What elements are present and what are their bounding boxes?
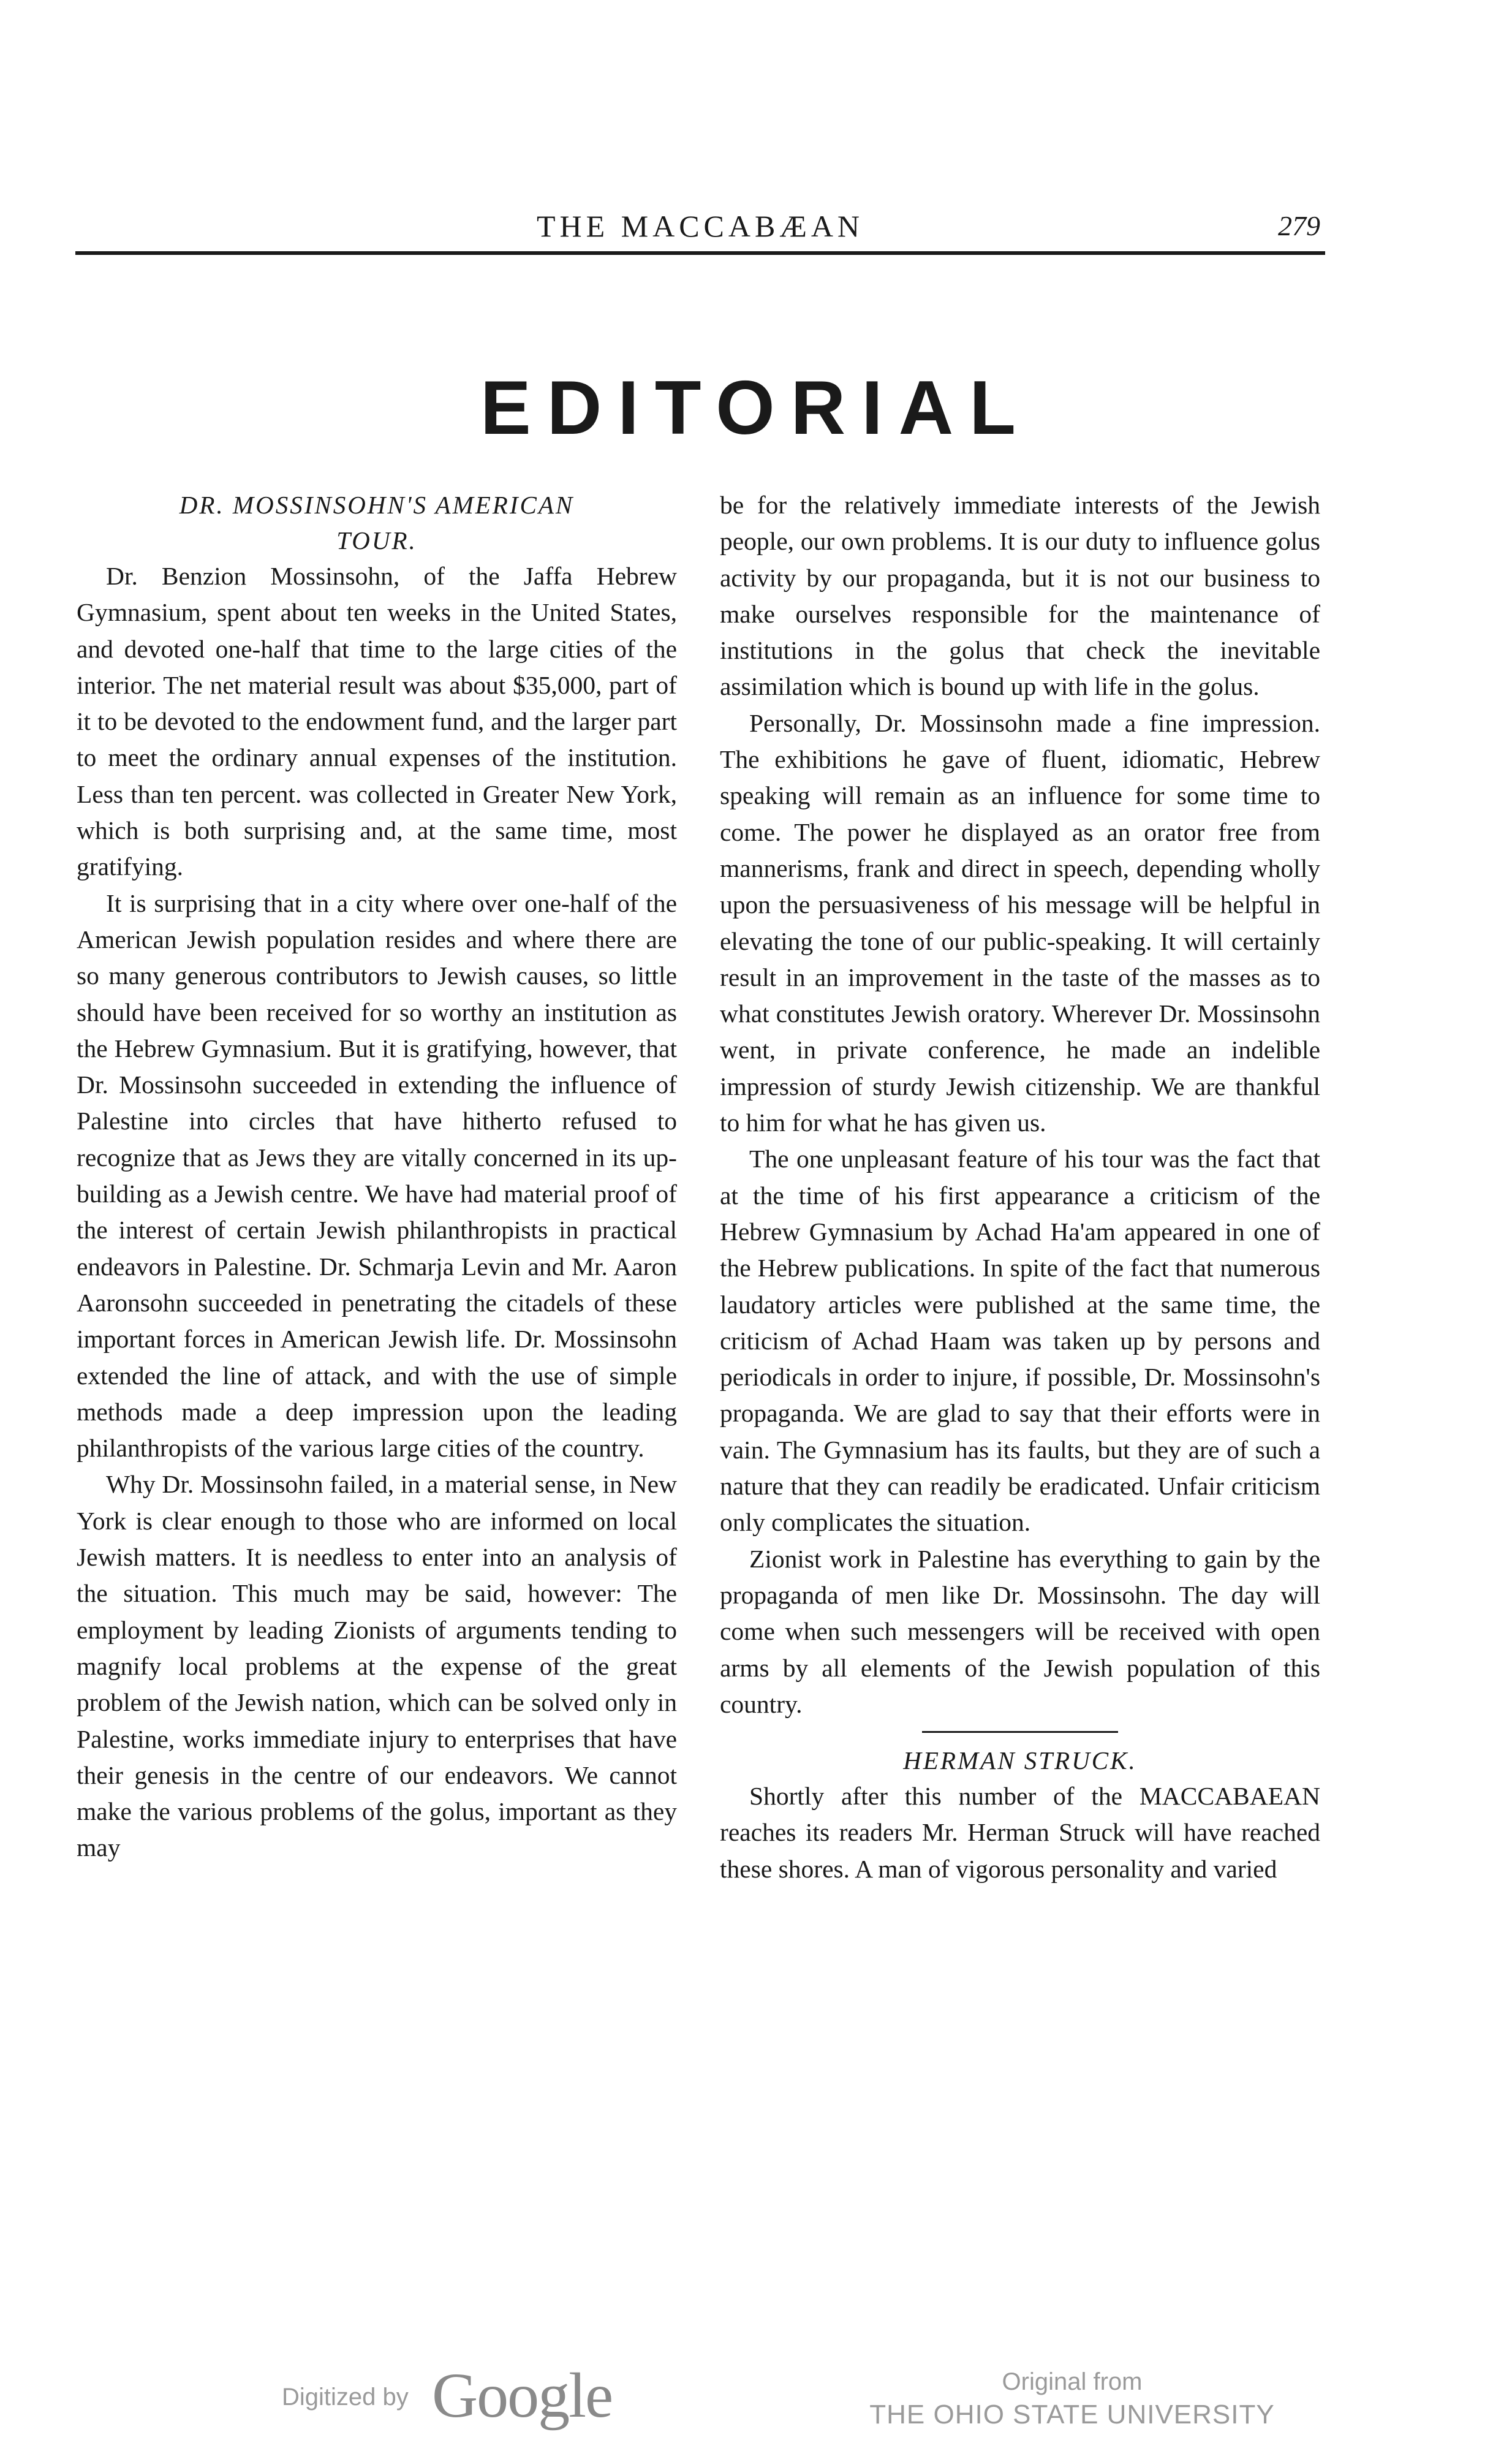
source-attribution (858, 2365, 1287, 2431)
section-title-line-2: TOUR. (336, 526, 417, 555)
section-title-line-1: DR. MOSSINSOHN'S AMERICAN (179, 491, 575, 519)
paragraph: It is surprising that in a city where over one-half of the American Jewish population resides and where there are so many generous contributors to Jewish causes, so little should have been received for so worthy an institution as the Hebrew Gymnasium. But it is gratifying, however, that Dr. Mossinsohn succeeded in extending the influence of Palestine into circles that have hitherto refused to recognize that as Jews they are vitally concerned in its up-building as a Jewish centre. We have had material proof of the interest of certain Jewish philanthropists in practical endeavors in Palestine. Dr. Schmarja Levin and Mr. Aaron Aaronsohn succeeded in penetrating the citadels of these important forces in American Jewish life. Dr. Mossinsohn extended the line of attack, and with the use of simple methods made a deep impression upon the leading philanthropists of the various large cities of the country. (77, 888, 677, 1463)
right-column (720, 487, 1320, 1887)
original-from-label: Original from (1002, 2368, 1143, 2395)
paragraph: Dr. Benzion Mossinsohn, of the Jaffa Hebrew Gymnasium, spent about ten weeks in the United States, and devoted one-half that time to the large cities of the interior. The net material result was about $35,000, part of it to be devoted to the endowment fund, and the larger part to meet the ordinary annual expenses of the institution. Less than ten percent. was collected in Greater New York, which is both surprising and, at the same time, most gratifying. (77, 562, 677, 881)
google-logo: Google (432, 2360, 613, 2431)
section-title-struck: HERMAN STRUCK. (903, 1746, 1137, 1775)
paragraph: Personally, Dr. Mossinsohn made a fine impression. The exhibitions he gave of fluent, idiomatic, Hebrew speaking will remain as an influence for some time to come. The power he displayed as an orator free from mannerisms, frank and direct in speech, depending wholly upon the persuasiveness of his message will be helpful in elevating the tone of our public-speaking. It will certainly result in an improvement in the taste of the masses as to what constitutes Jewish oratory. Wherever Dr. Mossinsohn went, in private conference, he made an indelible impression of sturdy Jewish citizenship. We are thankful to him for what he has given us. (720, 708, 1320, 1137)
section-title-mossinsohn (77, 487, 677, 558)
page-number: 279 (1278, 210, 1320, 241)
page-title: EDITORIAL (480, 366, 1032, 450)
page-header (75, 202, 1325, 255)
section-divider (922, 1731, 1118, 1733)
paragraph: The one unpleasant feature of his tour was the fact that at the time of his first appearance a criticism of the Hebrew Gymnasium by Achad Ha'am appeared in one of the Hebrew publications. In spite of the fact that numerous laudatory articles were published at the same time, the criticism of Achad Haam was taken up by persons and periodicals in order to injure, if possible, Dr. Mossinsohn's propaganda. We are glad to say that their efforts were in vain. The Gymnasium has its faults, but they are of such a nature that they can readily be eradicated. Unfair criticism only complicates the situation. (720, 1145, 1320, 1537)
left-column (77, 487, 677, 1866)
digitized-by-label: Digitized by (282, 2384, 409, 2411)
university-name: THE OHIO STATE UNIVERSITY (869, 2400, 1275, 2430)
running-title: THE MACCABÆAN (536, 209, 864, 243)
paragraph: Zionist work in Palestine has everything to gain by the propaganda of men like Dr. Mossinsohn. The day will come when such messengers will be received with open arms by all elements of the Jewish population of this country. (720, 1544, 1320, 1718)
paragraph: Why Dr. Mossinsohn failed, in a material sense, in New York is clear enough to those who are informed on local Jewish matters. It is needless to enter into an analysis of the situation. This much may be said, however: The employment by leading Zionists of arguments tending to magnify local problems at the expense of the great problem of the Jewish nation, which can be solved only in Palestine, works immediate injury to enterprises that have their genesis in the centre of our endeavors. We cannot make the various problems of the golus, important as they may (77, 1470, 677, 1862)
paragraph: Shortly after this number of the MACCABAEAN reaches its readers Mr. Herman Struck will have reached these shores. A man of vigorous personality and varied (720, 1782, 1320, 1883)
paragraph-continued: be for the relatively immediate interests of the Jewish people, our own problems. It is our duty to influence golus activity by our propaganda, but it is not our business to make ourselves responsible for the maintenance of institutions in the golus that check the inevitable assimilation which is bound up with life in the golus. (720, 491, 1320, 701)
